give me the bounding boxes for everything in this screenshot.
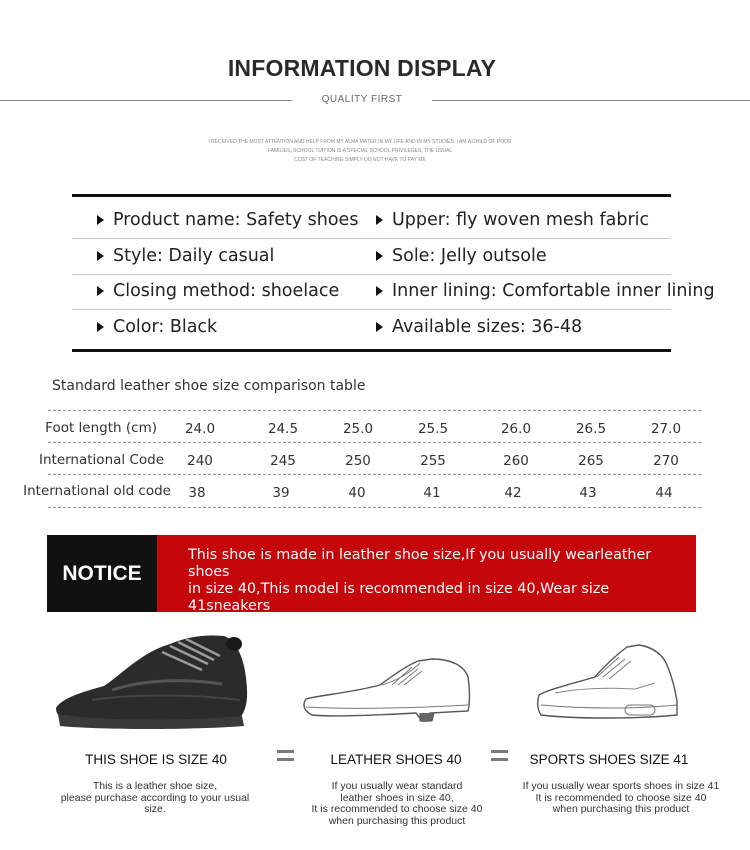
spec-row [72, 203, 671, 239]
size-cell: 260 [503, 453, 529, 469]
triangle-bullet-icon [97, 251, 104, 261]
triangle-bullet-icon [97, 286, 104, 296]
description-line: If you usually wear standard [331, 780, 463, 792]
comparison-description [50, 781, 260, 816]
equals-icon [491, 750, 508, 761]
spec-row [72, 239, 671, 275]
size-cell: 40 [348, 485, 366, 501]
spec-cell [376, 239, 547, 274]
dashed-divider [48, 474, 701, 475]
spec-text: Available sizes: 36-48 [392, 317, 583, 337]
spec-cell [97, 239, 274, 274]
sports-shoe-drawing [535, 643, 683, 723]
spec-row [72, 274, 715, 310]
size-cell: 39 [272, 485, 290, 501]
description-line: when purchasing this product [328, 814, 466, 827]
size-cell: 24.5 [267, 421, 299, 437]
size-cell: 43 [579, 485, 597, 501]
spec-cell [376, 274, 715, 309]
notice-banner [47, 535, 696, 631]
page-title: INFORMATION DISPLAY [227, 55, 497, 81]
fine-print-line: FAMILIES, SCHOOL TUITION IS A SPECIAL SCHOOL PRIVILEGES, THE USUAL [267, 148, 453, 154]
size-cell: 38 [188, 485, 206, 501]
spec-text: Inner lining: Comfortable inner lining [392, 281, 715, 301]
description-line: leather shoes in size 40, [340, 791, 454, 804]
spec-cell [376, 310, 582, 345]
notice-text [188, 547, 693, 632]
spec-cell [97, 310, 217, 345]
fine-print-line: COST OF TEACHING SIMPLY DO NOT HAVE TO PAY ME [294, 157, 426, 163]
size-cell: 255 [420, 453, 446, 469]
size-cell: 26.0 [500, 421, 532, 437]
notice-line: in size 40,This model is recommended in size 40,Wear size 41sneakers [188, 581, 610, 614]
spec-text: Product name: Safety shoes [113, 210, 359, 230]
fine-print [190, 138, 530, 165]
size-cell: 240 [187, 453, 213, 469]
size-cell: 24.0 [184, 421, 216, 437]
comparison-heading: THIS SHOE IS SIZE 40 [85, 752, 227, 767]
spec-text: Closing method: shoelace [113, 281, 340, 301]
size-cell: 25.0 [342, 421, 374, 437]
sneaker-photo [52, 630, 252, 730]
notice-line: This shoe is made in leather shoe size,If you usually wearleather shoes [188, 547, 652, 580]
triangle-bullet-icon [376, 215, 383, 225]
description-line: when purchasing this product [552, 803, 690, 815]
comparison-heading: LEATHER SHOES 40 [330, 752, 462, 767]
divider-right [432, 100, 750, 101]
size-cell: 44 [655, 485, 673, 501]
size-cell: 245 [270, 453, 296, 469]
size-cell: 265 [578, 453, 604, 469]
subtitle: QUALITY FIRST [321, 94, 403, 105]
triangle-bullet-icon [376, 286, 383, 296]
notice-line: this one is recommended to be size 40. [188, 615, 471, 631]
triangle-bullet-icon [376, 251, 383, 261]
description-line: It is recommended to choose size 40 [535, 791, 707, 804]
comparison-description [508, 781, 734, 816]
size-cell: 250 [345, 453, 371, 469]
triangle-bullet-icon [376, 322, 383, 332]
description-line: This is a leather shoe size, [92, 780, 218, 792]
description-line: It is recommended to choose size 40 [311, 803, 483, 815]
size-cell: 42 [504, 485, 522, 501]
size-row-label: International old code [23, 483, 171, 499]
description-line: If you usually wear sports shoes in size 41 [522, 780, 720, 792]
notice-tag: NOTICE [47, 535, 157, 612]
spec-cell [97, 203, 358, 238]
triangle-bullet-icon [97, 322, 104, 332]
spec-text: Upper: fly woven mesh fabric [392, 210, 650, 230]
size-cell: 27.0 [650, 421, 682, 437]
size-table-caption: Standard leather shoe size comparison table [52, 378, 366, 394]
size-cell: 25.5 [417, 421, 449, 437]
equals-icon [277, 750, 294, 761]
dashed-divider [48, 507, 701, 508]
comparison-description [292, 781, 502, 827]
dashed-divider [48, 442, 701, 443]
comparison-heading: SPORTS SHOES SIZE 41 [529, 752, 689, 767]
size-cell: 26.5 [575, 421, 607, 437]
spec-text: Color: Black [113, 317, 218, 337]
size-row-label: Foot length (cm) [45, 420, 157, 436]
size-cell: 270 [653, 453, 679, 469]
description-line: please purchase according to your usual size. [60, 791, 250, 815]
divider-left [0, 100, 292, 101]
size-cell: 41 [423, 485, 441, 501]
spec-cell [376, 203, 649, 238]
spec-cell [97, 274, 339, 309]
spec-text: Sole: Jelly outsole [392, 246, 547, 266]
triangle-bullet-icon [97, 215, 104, 225]
spec-text: Style: Daily casual [113, 246, 275, 266]
spec-row [72, 310, 671, 345]
dashed-divider [48, 410, 701, 411]
fine-print-line: I RECEIVED THE MOST ATTENTION AND HELP FROM MY ALMA MATER IN MY LIFE AND IN MY STUDIES. I AM A CHILD OF POOR [208, 139, 512, 145]
size-row-label: International Code [38, 452, 164, 468]
leather-shoe-drawing [300, 655, 475, 725]
spec-table [72, 194, 715, 352]
